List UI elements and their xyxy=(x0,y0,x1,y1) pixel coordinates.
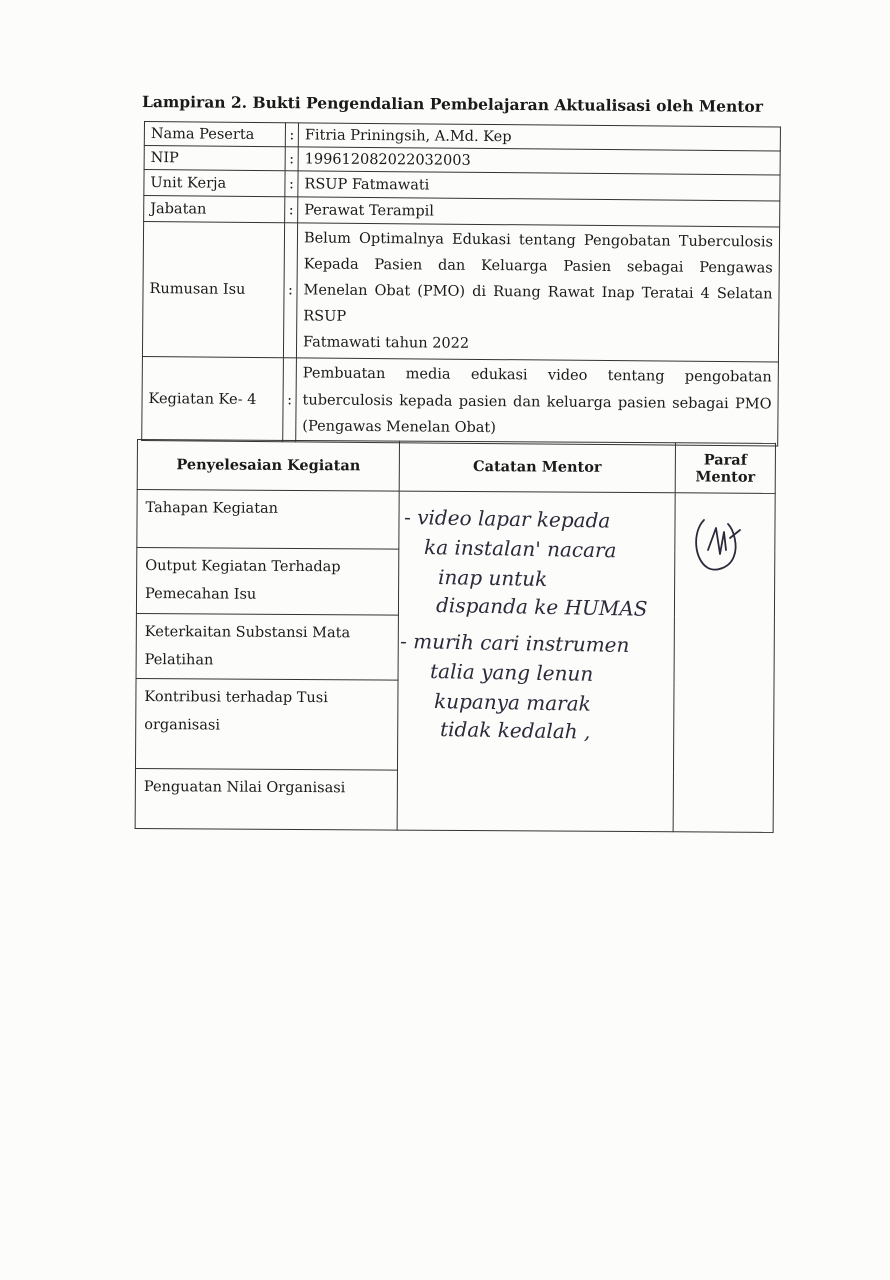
info-row-isu xyxy=(142,222,779,363)
isu-value-last: Fatmawati tahun 2022 xyxy=(303,334,470,353)
nama-value: Fitria Priningsih, A.Md. Kep xyxy=(298,123,780,151)
kegiatan-value-main: Pembuatan media edukasi video tentang pengobatan tuberculosis kepada pasien dan keluarga pasien sebagai PMO xyxy=(302,365,772,413)
isu-value xyxy=(296,223,779,363)
colon: : xyxy=(283,358,297,441)
colon: : xyxy=(285,123,298,147)
colon: : xyxy=(285,197,298,223)
nip-label: NIP xyxy=(144,146,285,171)
note-line: - video lapar kepada xyxy=(403,505,611,533)
header-catatan: Catatan Mentor xyxy=(399,441,675,493)
unit-label: Unit Kerja xyxy=(144,170,285,197)
header-penyelesaian: Penyelesaian Kegiatan xyxy=(137,440,399,492)
note-line: inap untuk xyxy=(437,565,548,591)
note-line: tidak kedalah , xyxy=(439,717,591,744)
info-row-kegiatan xyxy=(142,357,779,446)
row-label-keterkaitan xyxy=(136,613,398,680)
jabatan-value: Perawat Terampil xyxy=(298,197,780,227)
row-label-output xyxy=(136,548,398,615)
row-label-penguatan xyxy=(135,769,397,831)
mentor-activity-table xyxy=(135,439,776,833)
header-paraf-line1: Paraf xyxy=(703,450,748,469)
kegiatan-value-last: (Pengawas Menelan Obat) xyxy=(302,418,497,436)
row-text: Penguatan Nilai Organisasi xyxy=(143,779,346,797)
colon: : xyxy=(285,147,298,171)
activity-row xyxy=(137,490,775,552)
activity-header-row xyxy=(137,440,775,494)
mentor-notes-cell xyxy=(397,491,675,832)
row-text: Pemecahan Isu xyxy=(145,586,257,603)
unit-value: RSUP Fatmawati xyxy=(298,171,780,201)
page-title: Lampiran 2. Bukti Pengendalian Pembelajaran Aktualisasi oleh Mentor xyxy=(141,92,764,116)
colon: : xyxy=(283,223,297,359)
note-line: talia yang lenun xyxy=(429,659,594,686)
row-text: organisasi xyxy=(144,717,221,734)
row-text: Keterkaitan Substansi Mata xyxy=(144,623,351,641)
kegiatan-label: Kegiatan Ke- 4 xyxy=(142,357,284,442)
row-text: Output Kegiatan Terhadap xyxy=(145,558,341,576)
nama-label: Nama Peserta xyxy=(144,122,285,147)
row-label-tahapan xyxy=(137,490,399,550)
row-text: Kontribusi terhadap Tusi xyxy=(144,689,328,707)
mentor-signature-cell xyxy=(673,493,775,833)
kegiatan-value xyxy=(296,358,779,445)
note-line: kupanya marak xyxy=(433,689,591,716)
note-line: - murih cari instrumen xyxy=(400,629,630,658)
isu-value-main: Belum Optimalnya Edukasi tentang Pengobatan Tuberculosis Kepada Pasien dan Keluarga Pasien sebagai Pengawas Menelan Obat (PMO) di Ruang Rawat Inap Teratai 4 Selatan RSUP xyxy=(303,230,774,326)
nip-value: 199612082022032003 xyxy=(298,147,780,175)
row-label-kontribusi xyxy=(135,679,398,771)
note-line: dispanda ke HUMAS xyxy=(435,593,648,621)
header-paraf xyxy=(675,443,775,494)
row-text: Tahapan Kegiatan xyxy=(145,500,279,517)
isu-label: Rumusan Isu xyxy=(142,222,284,359)
header-paraf-line2: Mentor xyxy=(695,467,756,486)
jabatan-label: Jabatan xyxy=(144,196,285,223)
colon: : xyxy=(285,171,298,197)
row-text: Pelatihan xyxy=(144,651,214,669)
note-line: ka instalan' nacara xyxy=(423,535,617,563)
participant-info-table xyxy=(141,121,781,446)
